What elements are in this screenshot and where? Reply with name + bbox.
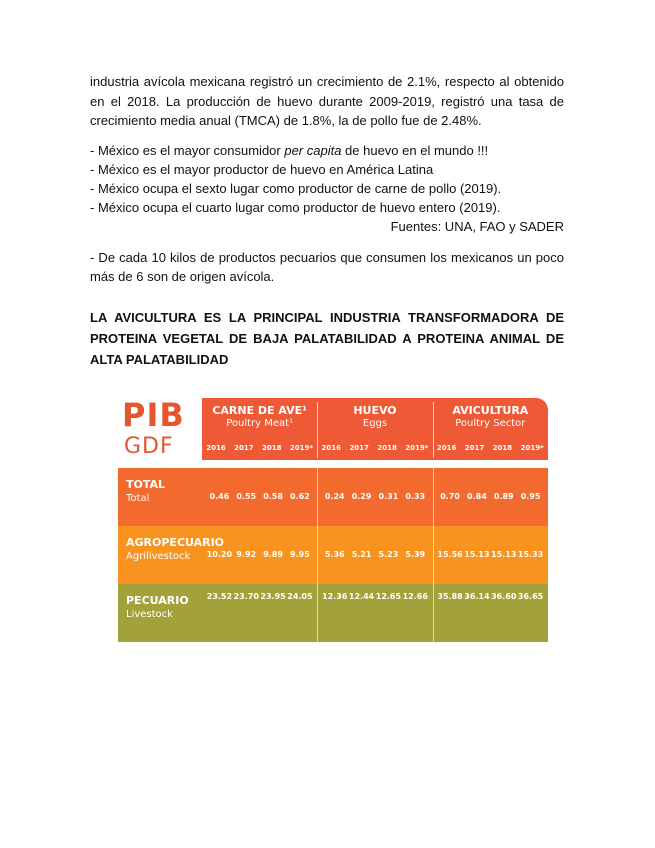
document-body: [90, 72, 564, 370]
year-label: 2019*: [520, 444, 544, 452]
value-cell: 23.70: [233, 592, 259, 601]
group-label-en: Eggs: [362, 418, 388, 429]
column-separator: [317, 468, 318, 526]
header-group: [202, 398, 317, 460]
table-header: [202, 398, 548, 460]
table-row: [118, 526, 548, 584]
column-separator: [433, 526, 434, 584]
year-label: 2017: [234, 444, 254, 452]
intro-paragraph: industria avícola mexicana registró un crecimiento de 2.1%, respecto al obtenido en el 2018. La producción de huevo durante 2009-2019, registró una tasa de crecimiento media anual (TMCA) de 1.8%, la de pollo fue de 2.48%.: [90, 74, 564, 128]
value-cell: 0.70: [440, 492, 460, 501]
fact-emphasis: per capita: [284, 142, 342, 158]
year-label: 2018: [262, 444, 282, 452]
value-cell: 0.95: [520, 492, 541, 501]
value-cell: 24.05: [287, 592, 313, 601]
year-labels: [433, 444, 548, 452]
value-cell: 15.56: [437, 550, 463, 559]
value-cell: 23.52: [206, 592, 233, 601]
value-cell: 15.13: [491, 550, 517, 559]
value-cell: 36.14: [464, 592, 490, 601]
year-label: 2016: [321, 444, 342, 452]
column-separator: [433, 468, 434, 526]
gdp-table-graphic: [118, 392, 548, 642]
value-cell: 36.60: [491, 592, 517, 601]
value-cell: 0.84: [467, 492, 487, 501]
header-group: [317, 398, 432, 460]
value-cell: 5.39: [405, 550, 426, 559]
fact-text: de huevo en el mundo !!!: [341, 142, 489, 158]
year-label: 2019*: [289, 444, 314, 452]
section-heading: LA AVICULTURA ES LA PRINCIPAL INDUSTRIA TRANSFORMADORA DE PROTEINA VEGETAL DE BAJA PALATABILIDAD A PROTEINA ANIMAL DE ALTA PALATABILIDAD: [90, 309, 564, 367]
year-label: 2016: [206, 444, 226, 452]
value-cell: 9.95: [290, 550, 310, 559]
value-cell: 35.88: [437, 592, 463, 601]
group-label-es: AVICULTURA: [452, 404, 529, 417]
value-cell: 5.21: [351, 550, 372, 559]
value-cell: 12.65: [375, 592, 402, 601]
header-separator: [433, 402, 434, 458]
fact-text: - México es el mayor consumidor: [90, 142, 285, 158]
fact-item: [90, 141, 564, 160]
row-label: [126, 594, 189, 620]
year-labels: [202, 444, 317, 452]
fact-item: - México ocupa el sexto lugar como productor de carne de pollo (2019).: [90, 180, 502, 196]
value-cell: 0.46: [209, 492, 230, 501]
value-cell: 0.55: [236, 492, 257, 501]
year-label: 2018: [492, 444, 513, 452]
facts-list: [90, 141, 564, 217]
value-cell: 0.89: [493, 492, 514, 501]
value-cell: 15.13: [464, 550, 490, 559]
value-cell: 0.31: [378, 492, 399, 501]
value-cell: 36.65: [517, 592, 544, 601]
row-label-es: PECUARIO: [126, 594, 189, 607]
value-cell: 0.62: [290, 492, 310, 501]
table-row: [118, 468, 548, 526]
header-group: [433, 398, 548, 460]
value-cell: 0.33: [405, 492, 426, 501]
column-separator: [317, 526, 318, 584]
row-label: [126, 478, 165, 504]
fact-item: - México ocupa el cuarto lugar como productor de huevo entero (2019).: [90, 199, 501, 215]
value-cell: 9.89: [263, 550, 283, 559]
value-cell: 12.66: [402, 592, 428, 601]
value-cell: 12.36: [322, 592, 348, 601]
pecuarios-paragraph: - De cada 10 kilos de productos pecuarios que consumen los mexicanos un poco más de 6 son de origen avícola.: [90, 249, 564, 284]
table-title: PIB: [122, 396, 185, 434]
year-label: 2019*: [405, 444, 429, 452]
row-label-en: Total: [126, 493, 150, 504]
table-row: [118, 584, 548, 642]
value-cell: 9.92: [236, 550, 257, 559]
column-separator: [433, 584, 434, 642]
row-label-en: Livestock: [126, 609, 173, 620]
table-subtitle: GDF: [124, 434, 174, 459]
row-cells: [202, 526, 548, 584]
value-cell: 23.95: [260, 592, 286, 601]
year-labels: [317, 444, 432, 452]
value-cell: 15.33: [517, 550, 544, 559]
year-label: 2017: [464, 444, 485, 452]
row-label-en: Agrilivestock: [126, 551, 191, 562]
value-cell: 0.58: [263, 492, 283, 501]
fact-item: - México es el mayor productor de huevo en América Latina: [90, 161, 434, 177]
year-label: 2017: [349, 444, 369, 452]
year-label: 2018: [377, 444, 397, 452]
value-cell: 10.20: [206, 550, 233, 559]
value-cell: 12.44: [348, 592, 375, 601]
value-cell: 0.29: [351, 492, 372, 501]
group-label-en: Poultry Sector: [455, 418, 526, 429]
group-label-en: Poultry Meat¹: [226, 418, 294, 429]
group-label-es: CARNE DE AVE¹: [212, 404, 308, 417]
value-cell: 5.23: [378, 550, 399, 559]
year-label: 2016: [436, 444, 457, 452]
value-cell: 0.24: [324, 492, 345, 501]
value-cell: 5.36: [324, 550, 345, 559]
row-label-es: AGROPECUARIO: [126, 536, 225, 549]
sources-line: Fuentes: UNA, FAO y SADER: [390, 218, 564, 234]
header-separator: [317, 402, 318, 458]
column-separator: [317, 584, 318, 642]
row-cells: [202, 584, 548, 642]
row-label-es: TOTAL: [126, 478, 166, 491]
row-cells: [202, 468, 548, 526]
group-label-es: HUEVO: [353, 404, 397, 417]
